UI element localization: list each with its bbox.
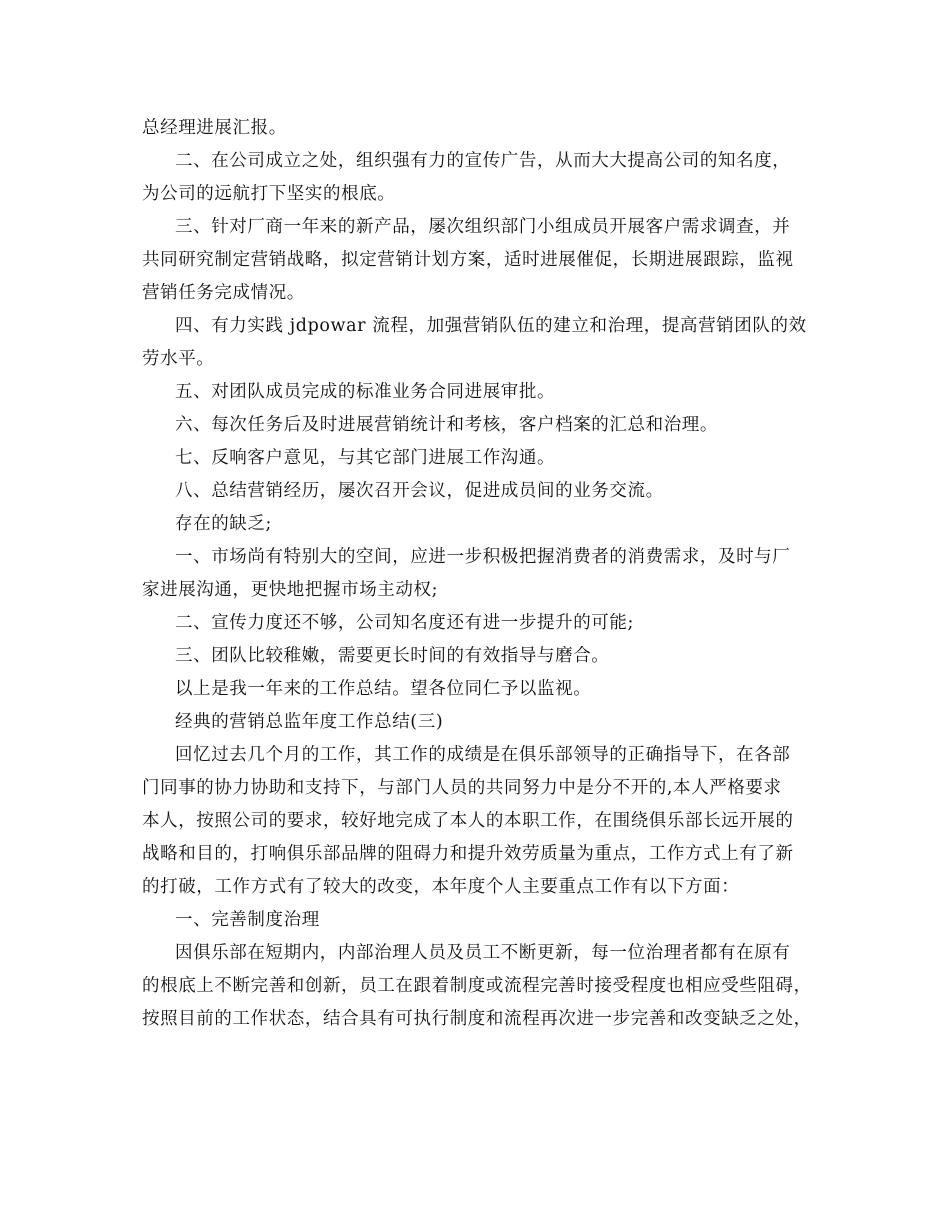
text-line: 为公司的远航打下坚实的根底。 xyxy=(142,184,396,204)
section-heading: 存在的缺乏; xyxy=(175,514,272,534)
text-line: 的打破，工作方式有了较大的改变，本年度个人主要重点工作有以下方面： xyxy=(142,877,740,897)
text-line: 总经理进展汇报。 xyxy=(142,118,287,138)
text-line: 六、每次任务后及时进展营销统计和考核，客户档案的汇总和治理。 xyxy=(175,415,718,435)
document-title: 经典的营销总监年度工作总结(三) xyxy=(175,712,444,732)
document-body xyxy=(142,112,822,1036)
text-line: 四、有力实践 jdpowar 流程，加强营销队伍的建立和治理，提高营销团队的效 xyxy=(175,316,807,336)
text-line: 家进展沟通，更快地把握市场主动权; xyxy=(142,580,439,600)
text-line: 门同事的协力协助和支持下，与部门人员的共同努力中是分不开的,本人严格要求 xyxy=(142,778,782,798)
text-line: 劳水平。 xyxy=(142,349,215,369)
text-line: 三、针对厂商一年来的新产品，屡次组织部门小组成员开展客户需求调查，并 xyxy=(175,217,791,237)
text-line: 回忆过去几个月的工作，其工作的成绩是在俱乐部领导的正确指导下，在各部 xyxy=(175,745,791,765)
text-line: 以上是我一年来的工作总结。望各位同仁予以监视。 xyxy=(175,679,592,699)
text-line: 按照目前的工作状态，结合具有可执行制度和流程再次进一步完善和改变缺乏之处， xyxy=(142,1009,812,1029)
text-line: 因俱乐部在短期内，内部治理人员及员工不断更新，每一位治理者都有在原有 xyxy=(175,943,791,963)
text-line: 二、在公司成立之处，组织强有力的宣传广告，从而大大提高公司的知名度， xyxy=(175,151,791,171)
text-line: 战略和目的，打响俱乐部品牌的阻碍力和提升效劳质量为重点，工作方式上有了新 xyxy=(142,844,794,864)
text-line: 的根底上不断完善和创新，员工在跟着制度或流程完善时接受程度也相应受些阻碍， xyxy=(142,976,812,996)
section-heading: 一、完善制度治理 xyxy=(175,910,320,930)
text-line: 七、反响客户意见，与其它部门进展工作沟通。 xyxy=(175,448,556,468)
text-line: 八、总结营销经历，屡次召开会议，促进成员间的业务交流。 xyxy=(175,481,664,501)
text-line: 五、对团队成员完成的标准业务合同进展审批。 xyxy=(175,382,556,402)
text-line: 营销任务完成情况。 xyxy=(142,283,305,303)
text-line: 二、宣传力度还不够，公司知名度还有进一步提升的可能; xyxy=(175,613,634,633)
text-line: 一、市场尚有特别大的空间，应进一步积极把握消费者的消费需求，及时与厂 xyxy=(175,547,791,567)
text-line: 共同研究制定营销战略，拟定营销计划方案，适时进展催促，长期进展跟踪，监视 xyxy=(142,250,794,270)
text-line: 本人，按照公司的要求，较好地完成了本人的本职工作，在围绕俱乐部长远开展的 xyxy=(142,811,794,831)
text-line: 三、团队比较稚嫩，需要更长时间的有效指导与磨合。 xyxy=(175,646,610,666)
